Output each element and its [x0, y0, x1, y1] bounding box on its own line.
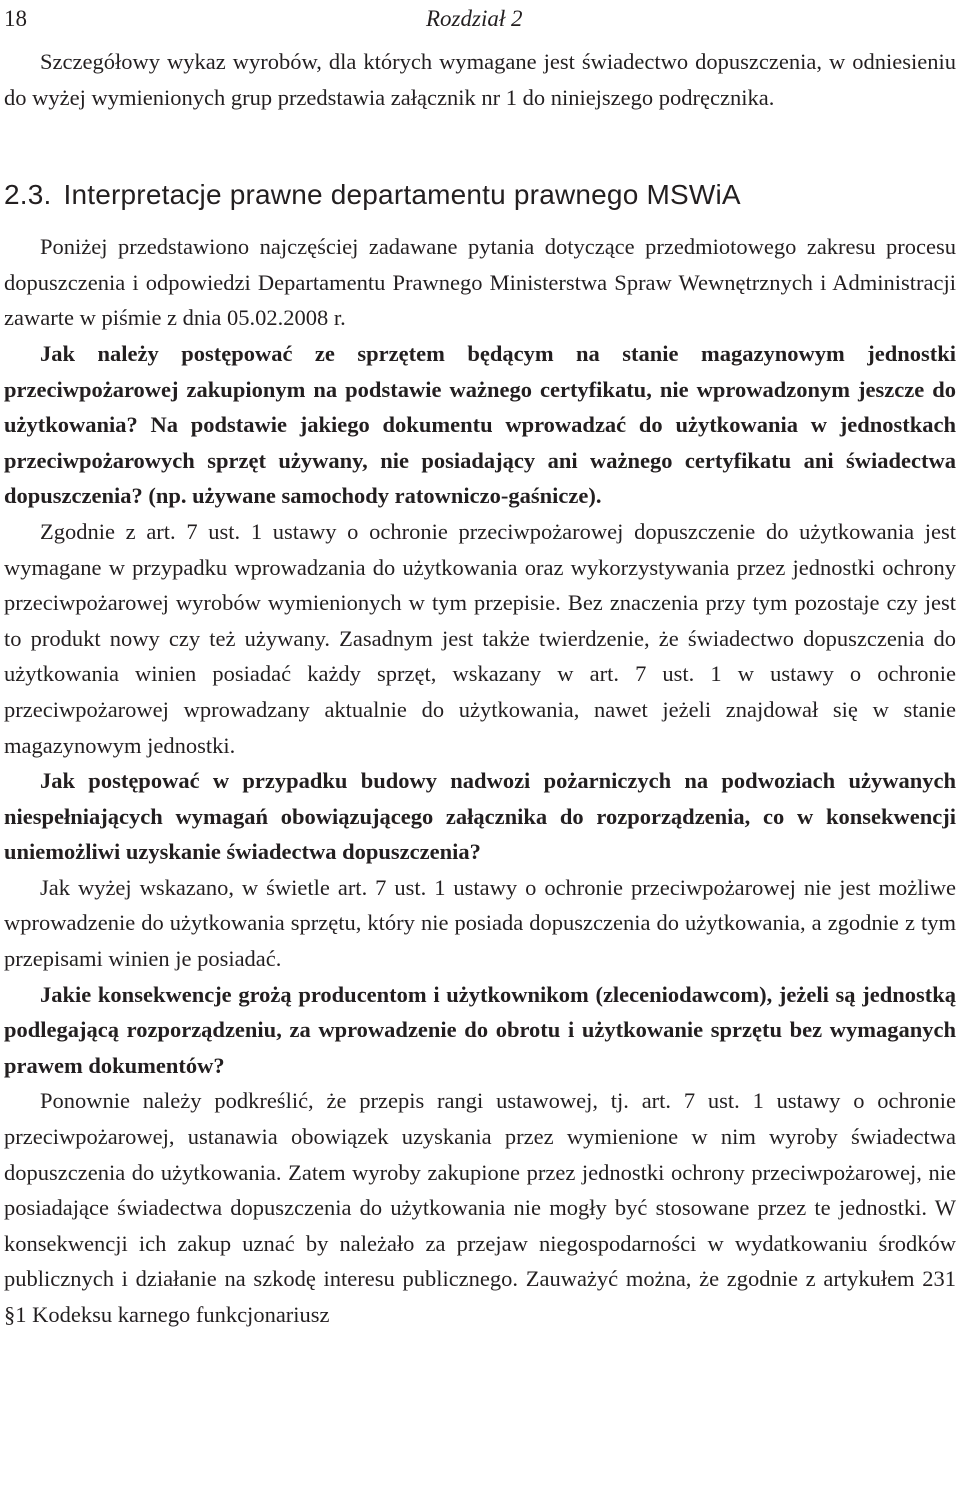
- qa-block: [4, 336, 956, 514]
- answer-paragraph: Ponownie należy podkreślić, że przepis rangi ustawowej, tj. art. 7 ust. 1 ustawy o ochronie przeciwpożarowej, ustanawia obowiązek uzyskania przez wymienione w nim wyroby świadectwa dopuszczenia do użytkowania. Zatem wyroby zakupione przez jednostki ochrony przeciwpożarowej, nie posiadające świadectwa dopuszczenia do użytkowania nie mogły być stosowane przez te jednostki. W konsekwencji ich zakup uznać by należało za przejaw niegospodarności w wydatkowaniu środków publicznych i działanie na szkodę interesu publicznego. Zauważyć można, że zgodnie z artykułem 231 §1 Kodeksu karnego funkcjonariusz: [4, 1088, 956, 1327]
- chapter-title: Rozdział 2: [426, 6, 523, 31]
- qa-block: [4, 763, 956, 870]
- answer-paragraph: Zgodnie z art. 7 ust. 1 ustawy o ochronie przeciwpożarowej dopuszczenie do użytkowania jest wymagane w przypadku wprowadzania do użytkowania oraz wykorzystywania przez jednostki ochrony przeciwpożarowej wyrobów wymienionych w tym przepisie. Bez znaczenia przy tym pozostaje czy jest to produkt nowy czy też używany. Zasadnym jest także twierdzenie, że świadectwo dopuszczenia do użytkowania winien posiadać każdy sprzęt, wskazany w art. 7 ust. 1 w ustawy o ochronie przeciwpożarowej wprowadzany aktualnie do użytkowania, nawet jeżeli znajdował się w stanie magazynowym jednostki.: [4, 518, 956, 758]
- question-text: Jakie konsekwencje grożą producentom i użytkownikom (zleceniodawcom), jeżeli są jednostką podlegającą rozporządzeniu, za wprowadzenie do obrotu i użytkowanie sprzętu bez wymaganych prawem dokumentów?: [4, 981, 956, 1078]
- section-title: Interpretacje prawne departamentu prawnego MSWiA: [63, 179, 741, 211]
- intro-paragraph: Szczegółowy wykaz wyrobów, dla których wymagane jest świadectwo dopuszczenia, w odniesieniu do wyżej wymienionych grup przedstawia załącznik nr 1 do niniejszego podręcznika.: [4, 49, 956, 110]
- section-heading: [4, 175, 956, 215]
- document-page: [4, 0, 956, 1333]
- qa-block: [4, 977, 956, 1084]
- answer-paragraph: Jak wyżej wskazano, w świetle art. 7 ust. 1 ustawy o ochronie przeciwpożarowej nie jest możliwe wprowadzenie do użytkowania sprzętu, który nie posiada dopuszczenia do użytkowania, a zgodnie z tym przepisami winien je posiadać.: [4, 874, 956, 972]
- question-text: Jak należy postępować ze sprzętem będącym na stanie magazynowym jednostki przeciwpożarowej zakupionym na podstawie ważnego certyfikatu, nie wprowadzonym jeszcze do użytkowania? Na podstawie jakiego dokumentu wprowadzać do użytkowania w jednostkach przeciwpożarowych sprzęt używany, nie posiadający ani ważnego certyfikatu ani świadectwa dopuszczenia? (np. używane samochody ratowniczo-gaśnicze).: [4, 340, 956, 509]
- section-number: 2.3.: [4, 179, 52, 211]
- page-number: 18: [4, 6, 27, 31]
- question-text: Jak postępować w przypadku budowy nadwozi pożarniczych na podwoziach używanych niespełniających wymagań obowiązującego załącznika do rozporządzenia, co w konsekwencji uniemożliwi uzyskanie świadectwa dopuszczenia?: [4, 768, 956, 865]
- running-header: [4, 0, 956, 36]
- lead-paragraph: Poniżej przedstawiono najczęściej zadawane pytania dotyczące przedmiotowego zakresu procesu dopuszczenia i odpowiedzi Departamentu Prawnego Ministerstwa Spraw Wewnętrznych i Administracji zawarte w piśmie z dnia 05.02.2008 r.: [4, 234, 956, 331]
